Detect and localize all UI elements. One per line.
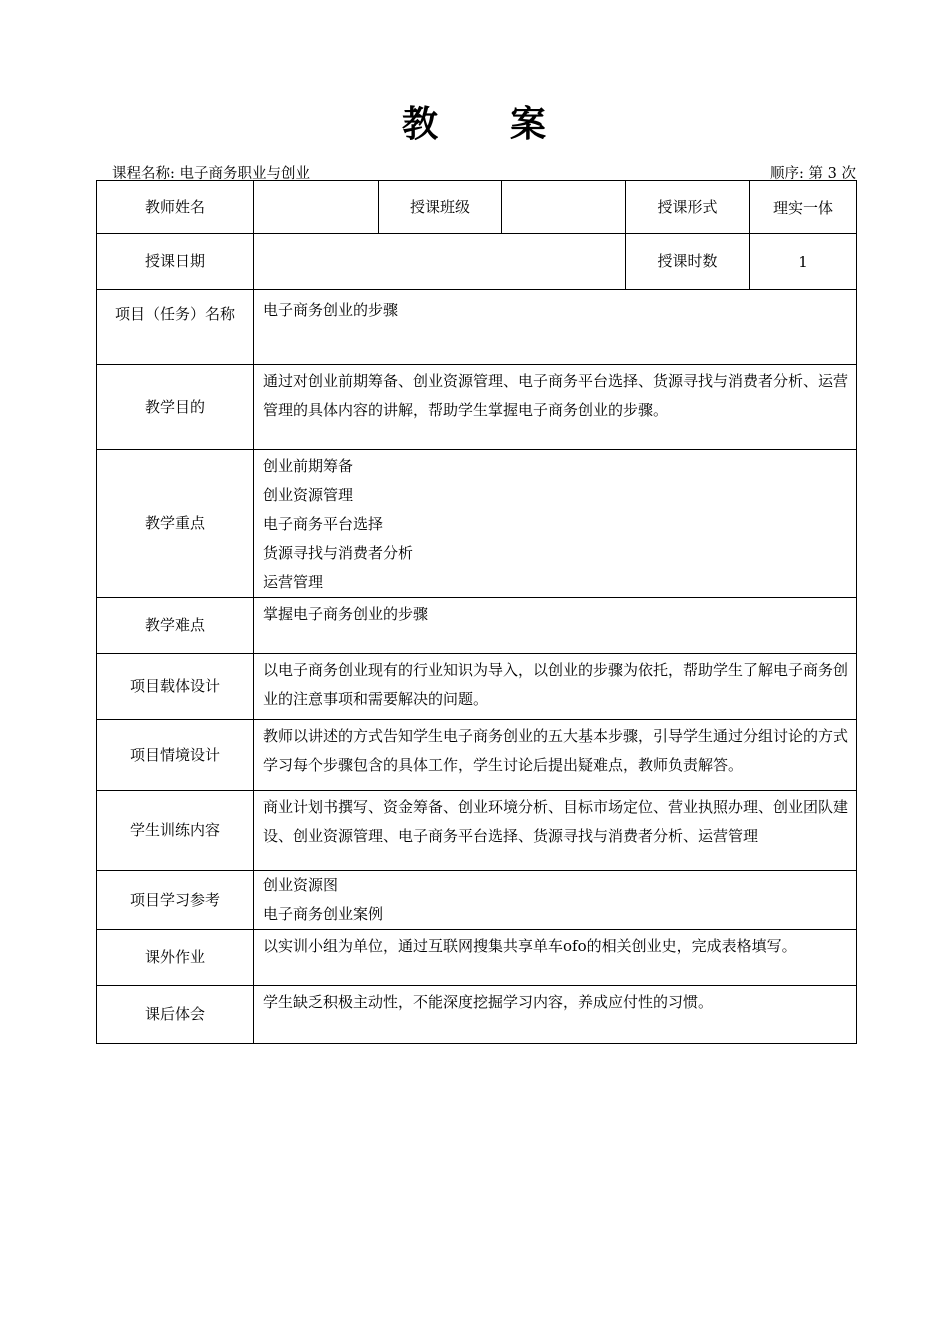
content-line: 商业计划书撰写、资金筹备、创业环境分析、目标市场定位、营业执照办理、创业团队建设、创业资源管理、电子商务平台选择、货源寻找与消费者分析、运营管理	[263, 798, 849, 845]
teaching-form-value: 理实一体	[750, 181, 857, 234]
difficulties-label: 教学难点	[97, 598, 254, 654]
content-line: 电子商务平台选择	[263, 515, 384, 533]
lesson-plan-table	[96, 180, 857, 1044]
table-row	[97, 290, 857, 365]
training-label: 学生训练内容	[97, 791, 254, 871]
content-line: 创业资源图	[263, 876, 339, 894]
page-title	[0, 96, 950, 147]
content-line: 教师以讲述的方式告知学生电子商务创业的五大基本步骤，引导学生通过分组讨论的方式学习每个步骤包含的具体工作，学生讨论后提出疑难点，教师负责解答。	[263, 727, 849, 774]
reflection-value	[254, 986, 857, 1044]
course-name: 课程名称: 电子商务职业与创业	[112, 166, 310, 182]
teaching-form-label: 授课形式	[626, 181, 750, 234]
date-label: 授课日期	[97, 234, 254, 290]
homework-value	[254, 930, 857, 986]
carrier-design-label: 项目载体设计	[97, 654, 254, 720]
table-row	[97, 654, 857, 720]
table-row	[97, 930, 857, 986]
goal-label: 教学目的	[97, 365, 254, 450]
content-line: 创业资源管理	[263, 486, 354, 504]
content-line: 以电子商务创业现有的行业知识为导入，以创业的步骤为依托，帮助学生了解电子商务创业的注意事项和需要解决的问题。	[263, 661, 849, 708]
reference-value	[254, 871, 857, 930]
scenario-design-label: 项目情境设计	[97, 720, 254, 791]
content-line: 以实训小组为单位，通过互联网搜集共享单车ofo的相关创业史，完成表格填写。	[263, 937, 797, 955]
difficulties-value	[254, 598, 857, 654]
content-line: 掌握电子商务创业的步骤	[263, 605, 429, 623]
training-value	[254, 791, 857, 871]
table-row	[97, 871, 857, 930]
content-line: 创业前期筹备	[263, 457, 354, 475]
date-value	[254, 234, 626, 290]
title-char-2: 案	[510, 104, 549, 145]
table-row	[97, 450, 857, 598]
table-row	[97, 365, 857, 450]
class-value	[502, 181, 626, 234]
key-points-value	[254, 450, 857, 598]
content-line: 电子商务创业案例	[263, 905, 384, 923]
table-row	[97, 181, 857, 234]
content-line: 电子商务创业的步骤	[263, 301, 399, 319]
homework-label: 课外作业	[97, 930, 254, 986]
goal-value	[254, 365, 857, 450]
project-name-value	[254, 290, 857, 365]
teacher-name-label: 教师姓名	[97, 181, 254, 234]
carrier-design-value	[254, 654, 857, 720]
table-row	[97, 720, 857, 791]
table-row	[97, 986, 857, 1044]
scenario-design-value	[254, 720, 857, 791]
content-line: 运营管理	[263, 573, 324, 591]
reflection-label: 课后体会	[97, 986, 254, 1044]
teacher-name-value	[254, 181, 379, 234]
title-char-1: 教	[401, 104, 440, 145]
content-line: 通过对创业前期筹备、创业资源管理、电子商务平台选择、货源寻找与消费者分析、运营管理的具体内容的讲解，帮助学生掌握电子商务创业的步骤。	[263, 372, 849, 419]
hours-label: 授课时数	[626, 234, 750, 290]
project-name-label: 项目（任务）名称	[97, 290, 254, 365]
key-points-label: 教学重点	[97, 450, 254, 598]
content-line: 学生缺乏积极主动性，不能深度挖掘学习内容，养成应付性的习惯。	[263, 993, 714, 1011]
table-row	[97, 791, 857, 871]
lesson-order: 顺序: 第 3 次	[770, 166, 856, 182]
reference-label: 项目学习参考	[97, 871, 254, 930]
table-row	[97, 234, 857, 290]
class-label: 授课班级	[379, 181, 502, 234]
hours-value: 1	[750, 234, 857, 290]
table-row	[97, 598, 857, 654]
content-line: 货源寻找与消费者分析	[263, 544, 414, 562]
